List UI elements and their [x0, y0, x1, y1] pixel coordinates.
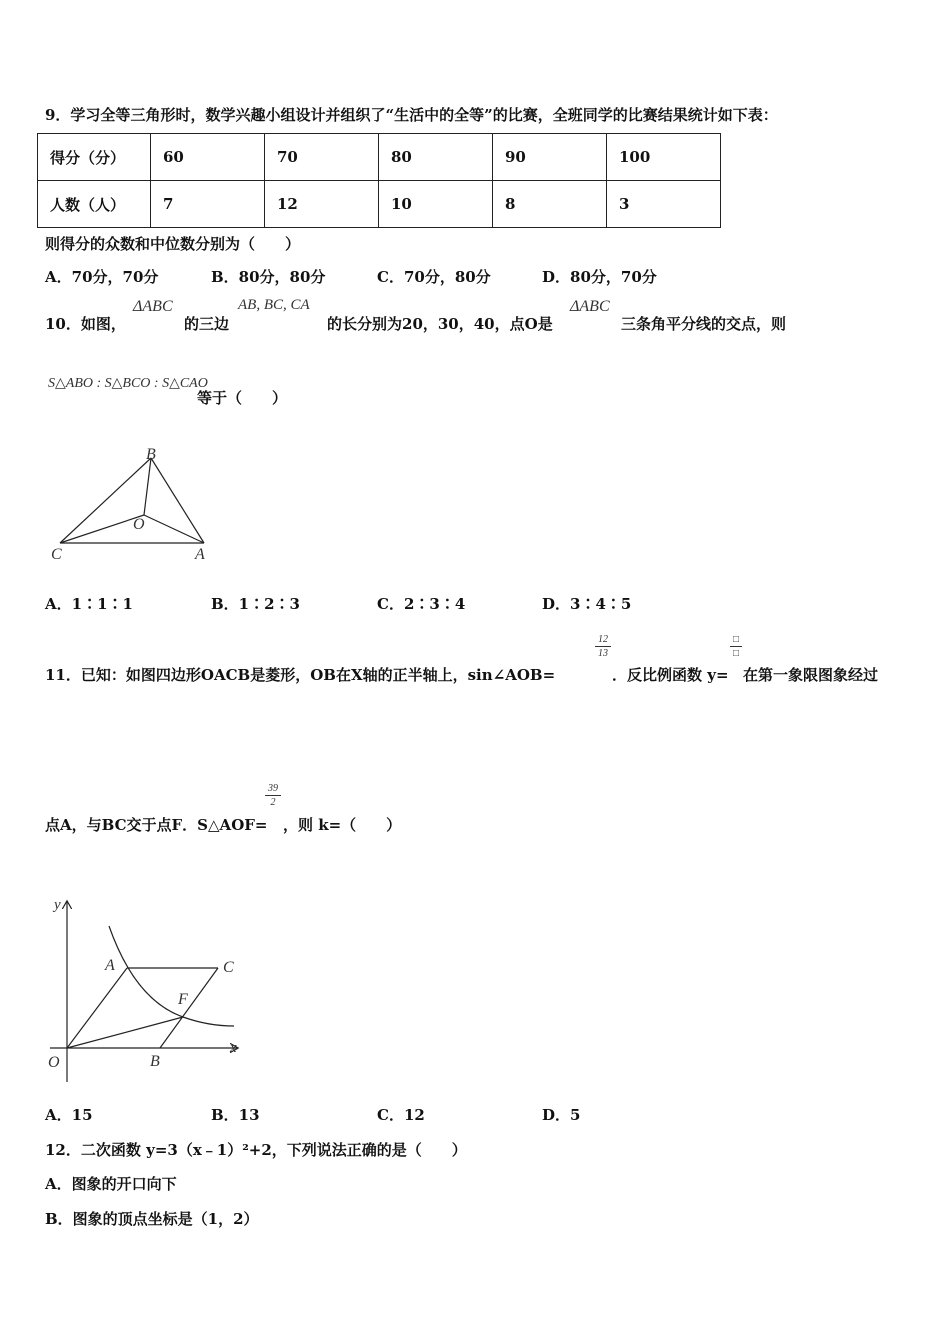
q12-stem: 12．二次函数 y=3（x﹣1）²+2，下列说法正确的是（ ） — [45, 1141, 467, 1159]
table-cell: 8 — [493, 181, 607, 228]
label-f: F — [178, 991, 188, 1008]
label-b: B — [146, 446, 156, 463]
q10-option-c: C．2∶3∶4 — [377, 595, 466, 613]
fraction-numerator: 39 — [268, 783, 278, 794]
fraction-numerator: □ — [732, 634, 740, 645]
label-b: B — [150, 1053, 160, 1070]
q11-line1-b: ．反比例函数 y= — [612, 666, 729, 684]
label-a: A — [195, 546, 205, 563]
q12-option-b: B．图象的顶点坐标是（1，2） — [45, 1210, 259, 1228]
q9-option-c: C．70分，80分 — [377, 268, 491, 286]
q10-option-b: B．1∶2∶3 — [211, 595, 300, 613]
table-cell: 10 — [379, 181, 493, 228]
q10-part1: 10．如图， — [45, 315, 126, 333]
q9-question: 则得分的众数和中位数分别为（ ） — [45, 235, 301, 253]
table-cell: 70 — [265, 134, 379, 181]
table-cell: 3 — [607, 181, 721, 228]
q10-part5: 等于（ ） — [197, 389, 288, 407]
table-cell: 人数（人） — [38, 181, 151, 228]
fraction-denominator: □ — [732, 648, 740, 659]
q10-part4: 三条角平分线的交点，则 — [621, 315, 787, 333]
label-c: C — [223, 959, 234, 976]
q10-option-a: A．1∶1∶1 — [45, 595, 133, 613]
q11-option-b: B．13 — [211, 1106, 260, 1124]
q10-triangle-abc-2: ΔABC — [570, 298, 610, 315]
label-o: O — [48, 1054, 60, 1071]
table-cell: 12 — [265, 181, 379, 228]
table-row — [38, 134, 721, 181]
q11-option-a: A．15 — [45, 1106, 93, 1124]
q10-part3: 的长分别为20，30，40，点O是 — [327, 315, 553, 333]
q10-option-d: D．3∶4∶5 — [542, 595, 632, 613]
label-c: C — [51, 546, 62, 563]
q11-func-fraction — [730, 634, 742, 659]
q11-option-c: C．12 — [377, 1106, 425, 1124]
q10-area-ratio: S△ABO : S△BCO : S△CAO — [48, 376, 208, 391]
fraction-denominator: 13 — [598, 648, 608, 659]
table-row — [38, 181, 721, 228]
table-cell: 90 — [493, 134, 607, 181]
q11-line2: 点A，与BC交于点F．S△AOF= — [45, 816, 268, 834]
fraction-denominator: 2 — [270, 797, 276, 808]
label-x: x — [230, 1040, 237, 1056]
label-y: y — [54, 897, 61, 913]
table-cell: 80 — [379, 134, 493, 181]
q9-option-b: B．80分，80分 — [211, 268, 326, 286]
score-table — [37, 133, 721, 228]
q11-area-fraction — [265, 783, 281, 808]
q10-triangle-figure — [40, 440, 230, 570]
q12-option-a: A．图象的开口向下 — [45, 1175, 177, 1193]
q11-line1: 11．已知：如图四边形OACB是菱形，OB在X轴的正半轴上，sin∠AOB= — [45, 666, 556, 684]
fraction-numerator: 12 — [598, 634, 608, 645]
q11-line1-c: 在第一象限图象经过 — [743, 666, 879, 684]
label-a: A — [105, 957, 115, 974]
table-cell: 得分（分） — [38, 134, 151, 181]
table-cell: 7 — [151, 181, 265, 228]
q10-sides: AB, BC, CA — [238, 297, 310, 313]
q11-line2-b: ，则 k=（ ） — [283, 816, 402, 834]
q10-triangle-abc: ΔABC — [133, 298, 173, 315]
q11-option-d: D．5 — [542, 1106, 581, 1124]
label-o: O — [133, 516, 145, 533]
q9-option-a: A．70分，70分 — [45, 268, 159, 286]
table-cell: 100 — [607, 134, 721, 181]
q9-option-d: D．80分，70分 — [542, 268, 657, 286]
q11-sin-fraction — [595, 634, 611, 659]
table-cell: 60 — [151, 134, 265, 181]
q9-stem: 9．学习全等三角形时，数学兴趣小组设计并组织了“生活中的全等”的比赛，全班同学的比赛结果统计如下表： — [45, 106, 778, 124]
q11-rhombus-figure — [40, 890, 250, 1090]
q10-part2: 的三边 — [184, 315, 230, 333]
